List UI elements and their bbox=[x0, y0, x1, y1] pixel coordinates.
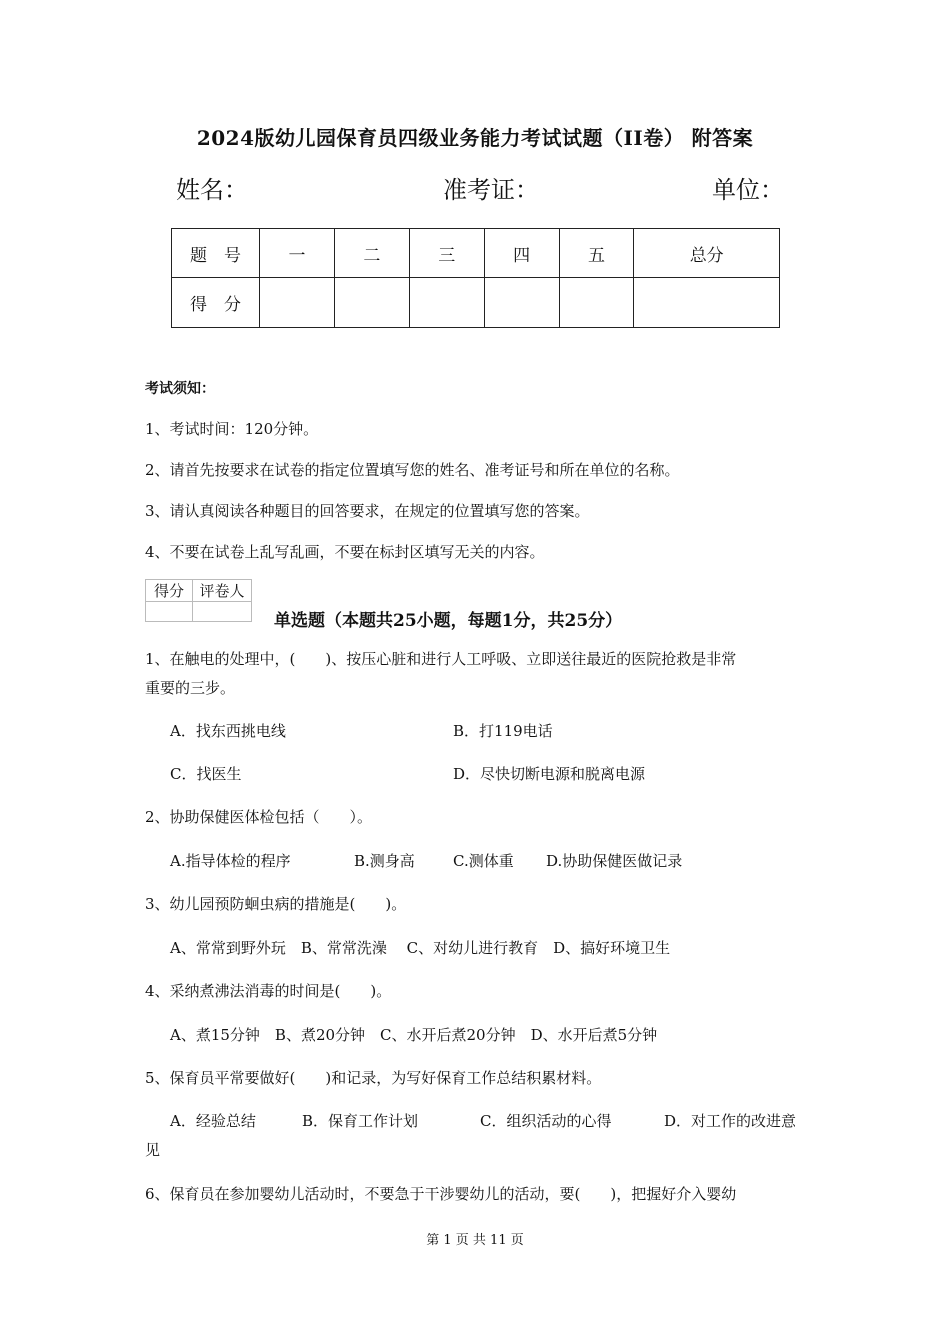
question-1-stem: 1、在触电的处理中，( )、按压心脏和进行人工呼吸、立即送往最近的医院抢救是非常 bbox=[145, 650, 737, 668]
question-1-stem-cont: 重要的三步。 bbox=[145, 679, 236, 697]
question-2-option-d[interactable]: D.协助保健医做记录 bbox=[546, 852, 683, 870]
question-2-option-c[interactable]: C.测体重 bbox=[453, 852, 514, 870]
question-5-option-d-cont: 见 bbox=[145, 1141, 161, 1159]
question-5-option-d[interactable]: D．对工作的改进意 bbox=[664, 1112, 797, 1130]
exam-title: 2024版幼儿园保育员四级业务能力考试试题（II卷） 附答案 bbox=[196, 126, 754, 150]
score-row-label: 得 分 bbox=[172, 278, 260, 328]
score-cell[interactable] bbox=[634, 278, 780, 328]
score-header-cell: 一 bbox=[260, 229, 335, 278]
score-cell[interactable] bbox=[409, 278, 484, 328]
score-table bbox=[171, 228, 780, 328]
score-cell[interactable] bbox=[484, 278, 559, 328]
question-2-option-a[interactable]: A.指导体检的程序 bbox=[170, 852, 291, 870]
question-2-option-b[interactable]: B.测身高 bbox=[354, 852, 415, 870]
section-title: 单选题（本题共25小题，每题1分，共25分） bbox=[274, 611, 623, 631]
name-field-label: 姓名： bbox=[176, 176, 248, 204]
question-3-options[interactable]: A、常常到野外玩 B、常常洗澡 C、对幼儿进行教育 D、搞好环境卫生 bbox=[170, 939, 671, 957]
question-2-stem: 2、协助保健医体检包括（ ）。 bbox=[145, 808, 373, 826]
score-header-cell: 三 bbox=[409, 229, 484, 278]
question-1-option-a[interactable]: A．找东西挑电线 bbox=[170, 722, 286, 740]
score-header-cell: 总分 bbox=[634, 229, 780, 278]
question-5-option-b[interactable]: B．保育工作计划 bbox=[302, 1112, 419, 1130]
question-5-option-a[interactable]: A．经验总结 bbox=[170, 1112, 256, 1130]
notice-heading: 考试须知： bbox=[145, 381, 215, 397]
question-4-options[interactable]: A、煮15分钟 B、煮20分钟 C、水开后煮20分钟 D、水开后煮5分钟 bbox=[170, 1026, 658, 1044]
question-5-option-c[interactable]: C．组织活动的心得 bbox=[480, 1112, 612, 1130]
grader-box bbox=[145, 579, 252, 622]
score-header-cell: 五 bbox=[559, 229, 634, 278]
score-cell[interactable] bbox=[260, 278, 335, 328]
exam-id-field-label: 准考证： bbox=[443, 176, 539, 204]
question-6-stem: 6、保育员在参加婴幼儿活动时，不要急于干涉婴幼儿的活动，要( )，把握好介入婴幼 bbox=[145, 1185, 737, 1203]
grader-box-grader-label: 评卷人 bbox=[193, 580, 252, 602]
notice-item: 4、不要在试卷上乱写乱画，不要在标封区填写无关的内容。 bbox=[145, 543, 545, 561]
grader-box-grader-cell[interactable] bbox=[193, 602, 252, 622]
score-header-cell: 四 bbox=[484, 229, 559, 278]
question-1-option-c[interactable]: C．找医生 bbox=[170, 765, 242, 783]
question-4-stem: 4、采纳煮沸法消毒的时间是( )。 bbox=[145, 982, 392, 1000]
score-header-cell: 二 bbox=[334, 229, 409, 278]
question-1-option-d[interactable]: D．尽快切断电源和脱离电源 bbox=[453, 765, 646, 783]
notice-item: 3、请认真阅读各种题目的回答要求，在规定的位置填写您的答案。 bbox=[145, 502, 590, 520]
score-cell[interactable] bbox=[334, 278, 409, 328]
page-footer: 第 1 页 共 11 页 bbox=[426, 1233, 524, 1248]
question-1-option-b[interactable]: B．打119电话 bbox=[453, 722, 553, 740]
grader-box-score-label: 得分 bbox=[146, 580, 193, 602]
question-3-stem: 3、幼儿园预防蛔虫病的措施是( )。 bbox=[145, 895, 407, 913]
notice-item: 2、请首先按要求在试卷的指定位置填写您的姓名、准考证号和所在单位的名称。 bbox=[145, 461, 680, 479]
question-5-stem: 5、保育员平常要做好( )和记录，为写好保育工作总结积累材料。 bbox=[145, 1069, 602, 1087]
notice-item: 1、考试时间：120分钟。 bbox=[145, 420, 319, 438]
score-table-score-row bbox=[172, 278, 780, 328]
unit-field-label: 单位： bbox=[712, 176, 784, 204]
score-cell[interactable] bbox=[559, 278, 634, 328]
grader-box-score-cell[interactable] bbox=[146, 602, 193, 622]
score-header-cell: 题 号 bbox=[172, 229, 260, 278]
score-table-header-row bbox=[172, 229, 780, 278]
